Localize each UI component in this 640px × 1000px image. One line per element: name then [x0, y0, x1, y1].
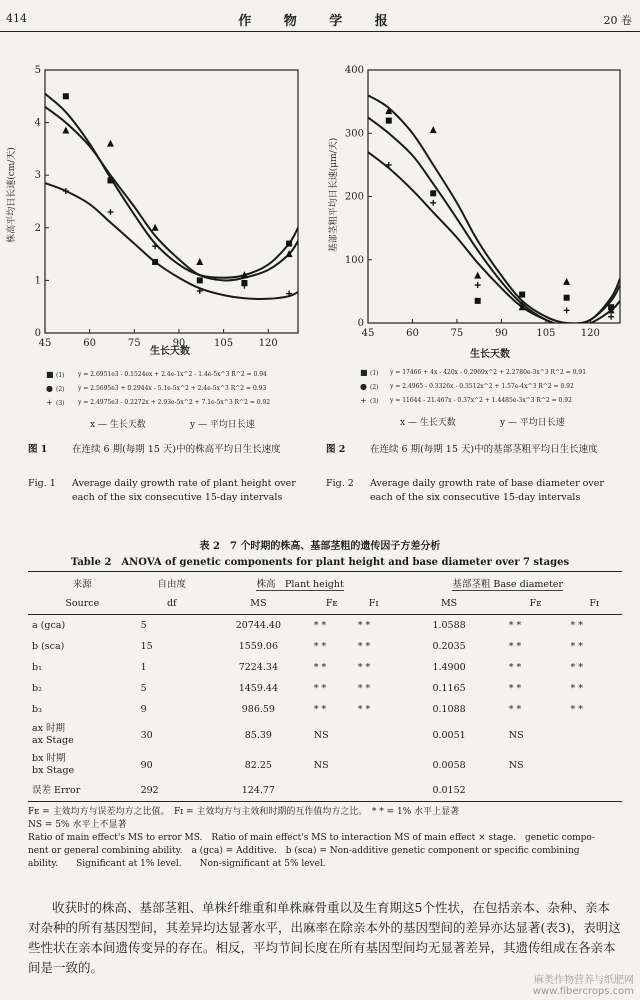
col-df-en: df	[137, 593, 207, 615]
figure-2-caption	[326, 443, 626, 513]
fig2-point-plus	[475, 282, 481, 288]
fig2-caption-cn: 在连续 6 期(每期 15 天)中的基部茎粗平均日生长速度	[370, 444, 598, 455]
col-df-cn: 自由度	[137, 572, 207, 594]
cell-df: 15	[140, 641, 153, 652]
fig2-point-triangle	[430, 126, 437, 133]
svg-text:+: +	[360, 396, 367, 405]
fig1-x-axis-label: 生长天数	[150, 346, 190, 357]
fig2-fitted-curve-1	[368, 95, 620, 323]
source-label-en: bx Stage	[32, 765, 75, 776]
fig1-caption-en-2: each of the six consecutive 15-day intervals	[72, 492, 283, 503]
cell-fi1: * *	[357, 704, 371, 715]
fig2-caption-en-2: each of the six consecutive 15-day intervals	[370, 492, 581, 503]
cell-fi1: * *	[357, 641, 371, 652]
table-row	[28, 720, 622, 750]
fig1-point-square	[152, 259, 158, 265]
svg-text:●: ●	[360, 382, 367, 391]
cell-ms2: 0.2035	[432, 641, 466, 652]
fig2-point-square	[564, 295, 570, 301]
col-fe-1: Fᴇ	[310, 593, 354, 615]
cell-fi1: * *	[357, 662, 371, 673]
svg-text:●: ●	[46, 384, 53, 393]
cell-fe2: * *	[508, 620, 522, 631]
page-number: 414	[6, 12, 27, 25]
cell-fi2	[566, 750, 622, 780]
fig2-y-tick-label: 200	[344, 191, 364, 203]
fig1-point-triangle	[107, 140, 114, 147]
col-source-en: Source	[28, 593, 137, 615]
col-source-cn: 来源	[28, 572, 137, 594]
cell-ms1: 1459.44	[238, 683, 279, 694]
cell-df: 30	[140, 729, 153, 741]
fig1-point-plus	[107, 209, 113, 215]
note-line-4: nent or general combining ability. a (gca) = Additive. b (sca) = Non-additive genetic component or specific combining	[28, 846, 580, 856]
fig1-y-tick-label: 3	[34, 170, 41, 182]
fig2-legend-x: x — 生长天数	[400, 418, 456, 428]
cell-ms1: 85.39	[244, 729, 272, 741]
cell-fe2: * *	[508, 683, 522, 694]
cell-fi2: * *	[570, 683, 583, 694]
table-row	[28, 750, 622, 780]
fig1-point-plus	[152, 243, 158, 249]
fig2-y-tick-label: 0	[357, 318, 364, 329]
cell-fe2	[505, 780, 567, 802]
fig2-point-plus	[608, 314, 614, 320]
cell-src	[28, 720, 137, 750]
fig1-y-tick-label: 4	[34, 117, 41, 129]
cell-df: 5	[140, 620, 147, 631]
fig1-caption-number: 图 1	[28, 444, 48, 455]
source-label: 误差 Error	[32, 784, 81, 796]
fig1-legend	[46, 370, 270, 430]
cell-fi1	[354, 750, 394, 780]
fig1-x-tick-label: 90	[172, 338, 186, 349]
fig1-x-tick-label: 105	[214, 338, 234, 349]
col-fi-1: Fɪ	[354, 593, 394, 615]
svg-text:■: ■	[46, 370, 54, 379]
svg-text:(3): (3)	[56, 400, 65, 407]
cell-fe2: NS	[508, 729, 524, 741]
fig1-x-tick-label: 120	[258, 338, 278, 349]
cell-fi1	[354, 720, 394, 750]
cell-df: 1	[140, 662, 147, 673]
cell-fi2	[566, 780, 622, 802]
fig2-x-tick-label: 90	[495, 328, 508, 339]
cell-ms1: 124.77	[207, 780, 310, 802]
cell-src	[28, 780, 137, 802]
fig1-x-tick-label: 60	[83, 338, 97, 349]
fig1-y-tick-label: 5	[34, 65, 41, 76]
fig2-x-tick-label: 120	[580, 328, 600, 339]
fig1-fitted-curve-3	[45, 183, 298, 299]
fig2-caption-en-1: Average daily growth rate of base diameter over	[370, 478, 604, 489]
figure-2-base-diameter-chart	[320, 55, 640, 435]
fig1-equation-1: y = 2.6951e3 - 0.1524ex + 2.4e-1x^2 - 1.4e-5x^3 R^2 = 0.94	[78, 371, 267, 378]
cell-fe2: * *	[508, 641, 522, 652]
source-label: ax 时期	[32, 723, 66, 734]
fig1-x-tick-label: 75	[127, 338, 141, 349]
table-row	[28, 615, 622, 637]
cell-ms2: 0.0152	[393, 780, 504, 802]
note-line-1: Fᴇ = 主效均方与误差均方之比值。 Fɪ = 主效均方与主效和时期的互作值均方之比。 * * = 1% 水平上显著	[28, 807, 460, 817]
fig2-y-axis-label: 基部茎粗平均日长速(μm/天)	[329, 137, 339, 253]
svg-text:+: +	[46, 398, 53, 407]
fig1-y-tick-label: 2	[34, 222, 41, 234]
fig2-point-square	[386, 118, 392, 124]
table-2-title-cn: 表 2 7 个时期的株高、基部茎粗的遗传因子方差分析	[199, 541, 441, 552]
cell-ms2: 1.0588	[432, 620, 466, 631]
cell-fi1: * *	[357, 620, 371, 631]
fig2-caption-number: 图 2	[326, 444, 346, 455]
cell-src	[28, 699, 137, 720]
fig1-point-triangle	[62, 126, 69, 133]
fig2-plot-frame	[368, 70, 620, 323]
cell-fe2: * *	[508, 704, 522, 715]
source-label: a (gca)	[32, 619, 66, 631]
fig2-point-triangle	[563, 278, 570, 285]
fig1-y-axis-label: 株高平均日长速(cm/天)	[7, 147, 17, 243]
journal-name: 作 物 学 报	[238, 14, 402, 29]
cell-fe1: * *	[313, 620, 327, 631]
fig1-point-square	[286, 241, 292, 247]
source-label: b (sca)	[32, 640, 65, 652]
cell-ms1: 1559.06	[238, 641, 279, 652]
source-label: b₁	[32, 661, 42, 673]
fig2-point-triangle	[474, 272, 481, 279]
fig2-equation-1: y = 17466 + 4x - 420x - 0.2969x^2 + 2.2780e-3x^3 R^2 = 0.91	[390, 369, 587, 376]
fig2-fitted-curve-3	[368, 152, 620, 326]
fig1-legend-y: y — 平均日长速	[190, 420, 255, 430]
cell-df: 292	[137, 780, 207, 802]
svg-text:(1): (1)	[56, 372, 65, 379]
note-line-3: Ratio of main effect's MS to error MS. Ratio of main effect's MS to interaction MS of main effect × stage. genetic compo-	[28, 833, 595, 843]
source-label: bx 时期	[32, 753, 66, 764]
cell-src	[28, 636, 137, 657]
cell-src	[28, 750, 137, 780]
fig2-legend-y: y — 平均日长速	[500, 418, 565, 428]
cell-ms2: 0.0051	[432, 729, 466, 741]
col-group-plant-height: 株高 Plant height	[256, 578, 344, 590]
note-line-2: NS = 5% 水平上不显著	[28, 820, 127, 830]
page-header	[0, 0, 640, 30]
cell-fi1: * *	[357, 683, 371, 694]
fig1-point-triangle	[196, 258, 203, 265]
cell-fi2: * *	[570, 641, 583, 652]
cell-fi2: * *	[570, 662, 583, 673]
cell-fe1	[310, 780, 354, 802]
fig1-y-tick-label: 0	[34, 328, 41, 339]
fig1-caption-en-1: Average daily growth rate of plant height over	[72, 478, 296, 489]
cell-fi2	[566, 720, 622, 750]
cell-fe1: NS	[313, 759, 329, 771]
fig2-y-tick-label: 100	[344, 254, 364, 266]
cell-fe1: NS	[313, 729, 329, 741]
svg-text:■: ■	[360, 368, 368, 377]
fig1-y-tick-label: 1	[34, 275, 41, 287]
fig1-point-square	[63, 93, 69, 99]
col-fi-2: Fɪ	[566, 593, 622, 615]
table-row	[28, 699, 622, 720]
table-row	[28, 678, 622, 699]
figure-1-plant-height-chart	[0, 55, 320, 435]
col-group-base-diameter: 基部茎粗 Base diameter	[452, 578, 563, 590]
cell-fe1: * *	[313, 662, 327, 673]
watermark-line-1: 麻类作物营养与纸肥网	[534, 975, 634, 986]
fig2-caption-number-en: Fig. 2	[326, 478, 354, 489]
cell-df: 90	[140, 759, 153, 771]
fig2-x-tick-label: 60	[406, 328, 419, 339]
source-label-en: ax Stage	[32, 735, 74, 746]
cell-ms2: 0.1165	[432, 683, 466, 694]
cell-src	[28, 678, 137, 699]
watermark	[533, 975, 634, 997]
fig2-legend	[360, 368, 586, 428]
note-line-5: ability. Significant at 1% level. Non-significant at 5% level.	[28, 859, 326, 869]
fig1-point-triangle	[152, 224, 159, 231]
cell-fi2: * *	[570, 704, 583, 715]
fig2-y-tick-label: 400	[344, 65, 364, 76]
cell-fi2: * *	[570, 620, 583, 631]
svg-text:(2): (2)	[370, 384, 379, 391]
fig1-plot-frame	[45, 70, 298, 333]
volume-number: 20 卷	[603, 14, 632, 27]
fig2-x-tick-label: 45	[361, 328, 375, 339]
fig2-point-plus	[564, 307, 570, 313]
cell-ms1: 82.25	[244, 759, 272, 771]
cell-fe2: NS	[508, 759, 524, 771]
cell-ms2: 1.4900	[432, 662, 466, 673]
source-label: b₃	[32, 703, 42, 715]
cell-src	[28, 615, 137, 637]
fig2-equation-2: y = 2.4965 - 0.3326x - 0.3512x^2 + 1.57e-4x^3 R^2 = 0.92	[390, 383, 574, 390]
fig2-equation-3: y = 11644 - 21.467x - 0.37x^2 + 1.4485e-3x^3 R^2 = 0.92	[390, 397, 572, 404]
cell-fe1: * *	[313, 683, 327, 694]
cell-src	[28, 657, 137, 678]
cell-df: 5	[140, 683, 147, 694]
cell-fe1: * *	[313, 641, 327, 652]
figure-1-caption	[28, 443, 318, 513]
col-ms-1: MS	[207, 593, 310, 615]
cell-fe2: * *	[508, 662, 522, 673]
fig1-point-square	[197, 277, 203, 283]
cell-ms2: 0.1088	[432, 704, 466, 715]
fig2-y-tick-label: 300	[344, 128, 364, 140]
table-header-row-1	[28, 572, 622, 594]
col-fe-2: Fᴇ	[505, 593, 567, 615]
cell-df: 9	[140, 704, 147, 715]
fig2-x-axis-label: 生长天数	[470, 349, 510, 360]
table-header-row-2	[28, 593, 622, 615]
cell-fi1	[354, 780, 394, 802]
cell-ms1: 20744.40	[235, 620, 282, 631]
fig2-point-plus	[430, 200, 436, 206]
fig1-legend-x: x — 生长天数	[90, 420, 146, 430]
fig1-caption-cn: 在连续 6 期(每期 15 天)中的株高平均日生长速度	[72, 444, 281, 455]
fig1-equation-2: y = 2.5695e3 + 0.2944x - 5.1e-5x^2 + 2.4e-5x^3 R^2 = 0.93	[78, 385, 267, 392]
fig2-point-square	[475, 298, 481, 304]
cell-fe1: * *	[313, 704, 327, 715]
source-label: b₂	[32, 682, 42, 694]
table-2-title-en: Table 2 ANOVA of genetic components for plant height and base diameter over 7 stages	[70, 557, 570, 568]
fig2-point-square	[430, 190, 436, 196]
table-notes	[28, 806, 628, 871]
anova-table	[28, 571, 622, 802]
svg-text:(1): (1)	[370, 370, 379, 377]
fig2-x-tick-label: 105	[536, 328, 556, 339]
cell-ms1: 7224.34	[238, 662, 279, 673]
watermark-line-2: www.fibercrops.com	[532, 986, 634, 997]
cell-ms2: 0.0058	[432, 759, 466, 771]
fig1-x-tick-label: 45	[38, 338, 52, 349]
fig1-caption-number-en: Fig. 1	[28, 478, 56, 489]
svg-text:(3): (3)	[370, 398, 379, 405]
fig2-x-tick-label: 75	[450, 328, 464, 339]
fig2-point-square	[519, 292, 525, 298]
table-row	[28, 636, 622, 657]
fig1-equation-3: y = 2.4975e3 - 0.2272x + 2.93e-5x^2 + 7.1e-5x^3 R^2 = 0.92	[78, 399, 271, 406]
body-paragraph: 收获时的株高、基部茎粗、单株纤维重和单株麻骨重以及生育期这5个性状，在包括亲本、杂种、亲本对杂种的所有基因型间，其差异均达显著水平，出麻率在除亲本外的基因型间的差异亦达显著(表3)，表明这些性状在亲本间遗传变异的存在。相反，平均节间长度在所有基因型间均无显著差异，其遗传组成在各亲本间是一致的。	[28, 900, 621, 975]
fig1-point-square	[107, 177, 113, 183]
table-row	[28, 780, 622, 802]
fig1-fitted-curve-1	[45, 94, 298, 278]
table-row	[28, 657, 622, 678]
col-ms-2: MS	[393, 593, 504, 615]
svg-text:(2): (2)	[56, 386, 65, 393]
fig2-fitted-curve-2	[368, 117, 620, 326]
cell-ms1: 986.59	[241, 704, 275, 715]
header-rule	[0, 31, 640, 32]
